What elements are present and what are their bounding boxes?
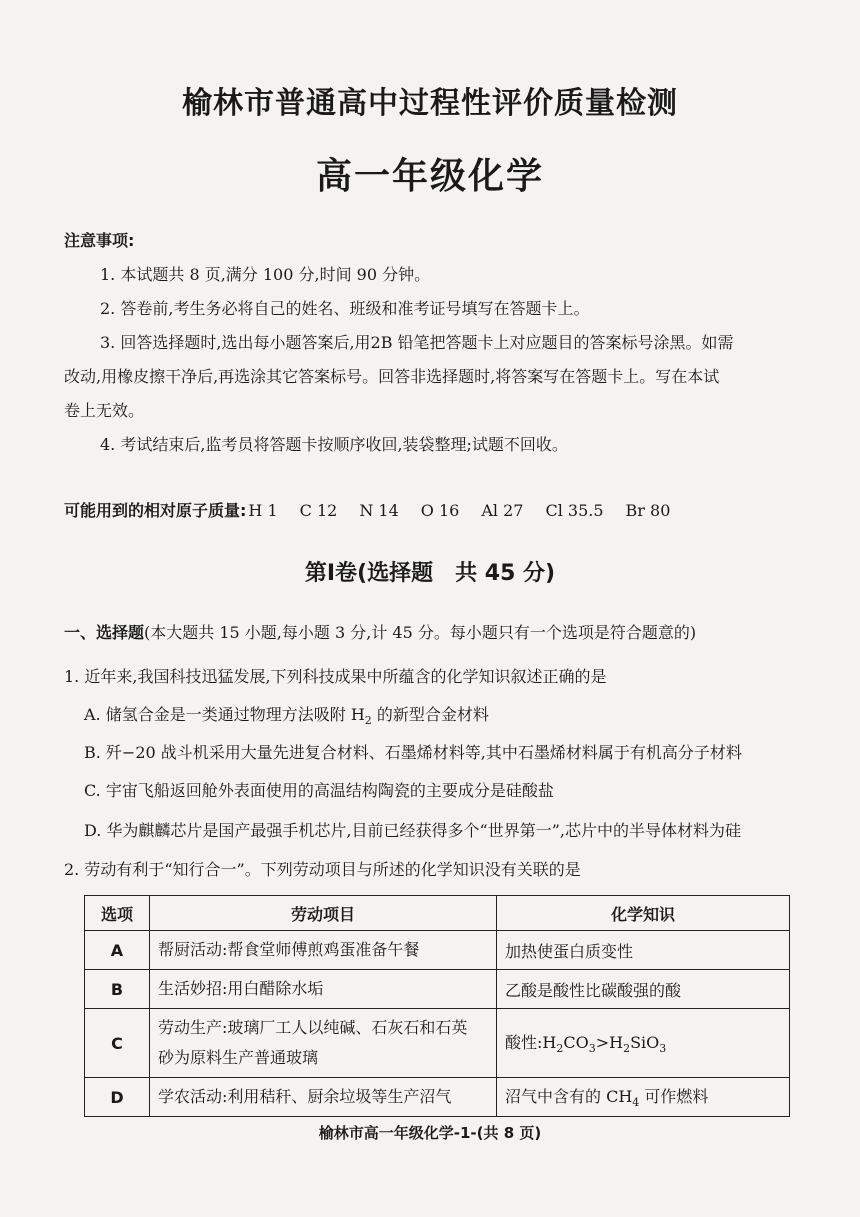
question-1-option-b: B. 歼−20 战斗机采用大量先进复合材料、石墨烯材料等,其中石墨烯材料属于有机高分子材料 xyxy=(84,743,742,762)
section-title: 第Ⅰ卷(选择题 共 45 分) xyxy=(304,561,556,586)
table-header-work: 劳动项目 xyxy=(150,896,497,931)
atomic-masses-label: 可能用到的相对原子质量: xyxy=(64,501,247,520)
row-work-line-2: 砂为原料生产普通玻璃 xyxy=(158,1048,319,1067)
formula-sub: 3 xyxy=(588,1042,596,1056)
row-work-line-1: 劳动生产:玻璃厂工人以纯碱、石灰石和石英 xyxy=(158,1018,468,1037)
page-footer: 榆林市高一年级化学-1-(共 8 页) xyxy=(318,1124,542,1142)
question-1-option-a xyxy=(84,702,489,727)
formula-sub: 4 xyxy=(632,1096,640,1110)
formula-part: 可作燃料 xyxy=(639,1087,709,1107)
question-1-stem: 1. 近年来,我国科技迅猛发展,下列科技成果中所蕴含的化学知识叙述正确的是 xyxy=(64,667,607,686)
table-header-knowledge: 化学知识 xyxy=(497,896,790,931)
atomic-masses xyxy=(64,498,670,521)
row-knowledge xyxy=(497,1078,790,1117)
exam-subtitle: 高一年级化学 xyxy=(315,156,544,197)
formula-sub: 2 xyxy=(623,1042,631,1056)
table-row xyxy=(85,1009,790,1078)
row-work xyxy=(150,1009,497,1078)
option-a-sub: 2 xyxy=(364,714,372,728)
row-knowledge: 乙酸是酸性比碳酸强的酸 xyxy=(497,970,790,1009)
table-row xyxy=(85,1078,790,1117)
mass-br: Br 80 xyxy=(625,501,671,520)
question-2-table xyxy=(84,895,790,1117)
mass-c: C 12 xyxy=(299,501,338,520)
option-a-text: A. 储氢合金是一类通过物理方法吸附 H xyxy=(84,705,365,724)
table-row xyxy=(85,970,790,1009)
section-intro xyxy=(64,620,696,643)
formula-part: CO xyxy=(563,1033,589,1053)
question-2-stem: 2. 劳动有利于“知行合一”。下列劳动项目与所述的化学知识没有关联的是 xyxy=(64,860,581,879)
option-a-text-end: 的新型合金材料 xyxy=(371,705,489,724)
mass-cl: Cl 35.5 xyxy=(545,501,604,520)
row-work: 学农活动:利用秸秆、厨余垃圾等生产沼气 xyxy=(150,1078,497,1117)
question-1-option-d: D. 华为麒麟芯片是国产最强手机芯片,目前已经获得多个“世界第一”,芯片中的半导体材料为硅 xyxy=(84,821,741,840)
row-knowledge: 加热使蛋白质变性 xyxy=(497,931,790,970)
notice-item-2: 2. 答卷前,考生务必将自己的姓名、班级和准考证号填写在答题卡上。 xyxy=(100,299,590,318)
formula-part: >H xyxy=(595,1033,624,1053)
notice-item-3: 3. 回答选择题时,选出每小题答案后,用2B 铅笔把答题卡上对应题目的答案标号涂黑。如需 xyxy=(100,333,734,352)
table-header-option: 选项 xyxy=(85,896,150,931)
mass-n: N 14 xyxy=(359,501,399,520)
mass-h: H 1 xyxy=(248,501,278,520)
section-intro-head: 一、选择题 xyxy=(64,623,145,642)
mass-o: O 16 xyxy=(420,501,460,520)
table-header-row xyxy=(85,896,790,931)
row-key: A xyxy=(85,931,150,970)
formula-sub: 3 xyxy=(659,1042,667,1056)
formula-part: 酸性:H xyxy=(505,1033,557,1053)
mass-al: Al 27 xyxy=(481,501,524,520)
notice-item-3-cont: 改动,用橡皮擦干净后,再选涂其它答案标号。回答非选择题时,将答案写在答题卡上。写在本试 xyxy=(64,367,720,386)
table-row xyxy=(85,931,790,970)
notice-item-1: 1. 本试题共 8 页,满分 100 分,时间 90 分钟。 xyxy=(100,265,431,284)
row-key: C xyxy=(85,1009,150,1078)
notice-heading: 注意事项: xyxy=(64,231,135,250)
section-intro-rest: (本大题共 15 小题,每小题 3 分,计 45 分。每小题只有一个选项是符合题意的) xyxy=(144,623,697,642)
row-work: 生活妙招:用白醋除水垢 xyxy=(150,970,497,1009)
notice-item-4: 4. 考试结束后,监考员将答题卡按顺序收回,装袋整理;试题不回收。 xyxy=(100,435,568,454)
notice-list xyxy=(64,258,804,462)
formula-part: 沼气中含有的 CH xyxy=(505,1087,633,1107)
row-knowledge xyxy=(497,1009,790,1078)
question-1-option-c: C. 宇宙飞船返回舱外表面使用的高温结构陶瓷的主要成分是硅酸盐 xyxy=(84,781,554,800)
row-key: B xyxy=(85,970,150,1009)
formula-part: SiO xyxy=(630,1033,660,1053)
row-work: 帮厨活动:帮食堂师傅煎鸡蛋准备午餐 xyxy=(150,931,497,970)
row-key: D xyxy=(85,1078,150,1117)
exam-title: 榆林市普通高中过程性评价质量检测 xyxy=(182,86,678,121)
formula-sub: 2 xyxy=(556,1042,564,1056)
notice-item-3-end: 卷上无效。 xyxy=(64,401,145,420)
